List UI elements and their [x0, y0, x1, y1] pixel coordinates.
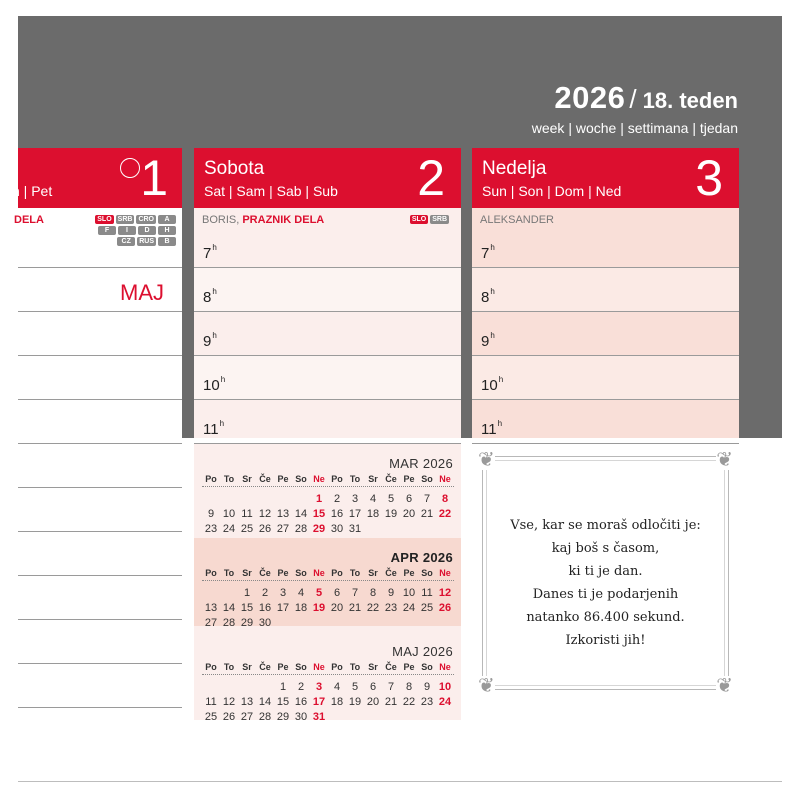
weekday-label: Po: [205, 662, 217, 672]
day-name: Nedelja: [482, 158, 547, 179]
name-day: DELA: [14, 214, 44, 226]
date-cell: [220, 492, 238, 507]
date-cell: 17: [348, 508, 362, 520]
date-cell: [364, 616, 382, 631]
day-number: 1: [140, 150, 168, 206]
country-badge: A: [158, 215, 176, 224]
date-cell: [202, 680, 220, 695]
hour-suffix: h: [490, 243, 495, 252]
date-cell: 15: [276, 696, 290, 708]
ornament-icon: ❦: [716, 449, 733, 471]
week-number: 18. teden: [642, 88, 738, 113]
date-cell: 4: [333, 681, 341, 693]
ornament-icon: ❦: [478, 449, 495, 471]
date-cell: 13: [204, 602, 218, 614]
hour-suffix: h: [490, 287, 495, 296]
date-cell: 24: [222, 523, 236, 535]
date-cell: 20: [366, 696, 380, 708]
weekday-label: Sr: [368, 568, 378, 578]
day-number: 2: [417, 150, 445, 206]
quote-box: [472, 444, 739, 700]
date-cell: [400, 522, 418, 537]
weekday-label: So: [295, 662, 307, 672]
date-grid: [202, 492, 454, 537]
writing-line: [18, 267, 182, 268]
mini-calendar: [194, 444, 461, 535]
date-cell: [400, 616, 418, 631]
date-cell: [274, 492, 292, 507]
date-cell: 3: [279, 587, 287, 599]
day-header-saturday: [194, 148, 461, 208]
date-cell: [220, 586, 238, 601]
weekday-label: To: [223, 474, 235, 484]
date-cell: 21: [420, 508, 434, 520]
weekday-label: Sr: [242, 568, 252, 578]
country-badge: D: [138, 226, 156, 235]
date-cell: 25: [204, 711, 218, 723]
badge-row: [86, 237, 176, 246]
day-translations: Sun | Son | Dom | Ned: [482, 183, 622, 199]
hour-label: [203, 333, 217, 350]
hour-suffix: h: [212, 243, 217, 252]
holiday-country-badges: [410, 215, 449, 224]
weekday-label: Po: [331, 568, 343, 578]
date-grid: [202, 680, 454, 725]
day-column-saturday: [194, 148, 461, 438]
quote-line: Vse, kar se moraš odločiti je:: [510, 518, 701, 533]
date-cell: 10: [402, 587, 416, 599]
hour-label: [481, 289, 495, 306]
date-cell: 2: [297, 681, 305, 693]
hour-number: 8: [203, 289, 212, 306]
writing-line: [18, 487, 182, 488]
date-cell: [274, 616, 292, 631]
date-cell: 6: [405, 493, 413, 505]
date-grid: [202, 586, 454, 631]
hour-suffix: h: [212, 287, 217, 296]
date-cell: 30: [294, 711, 308, 723]
badge-row: [86, 226, 176, 235]
date-cell: 7: [423, 493, 431, 505]
date-cell: [382, 710, 400, 725]
week-translations: week | woche | settimana | tjedan: [531, 120, 738, 136]
hour-number: 7: [481, 245, 490, 262]
hour-label: [203, 421, 224, 438]
date-cell: 15: [240, 602, 254, 614]
date-cell: 19: [384, 508, 398, 520]
weekday-label: Po: [331, 474, 343, 484]
writing-line: [18, 399, 182, 400]
weekday-label: Če: [385, 474, 397, 484]
date-cell: 17: [276, 602, 290, 614]
date-cell: 5: [387, 493, 395, 505]
date-cell: 28: [258, 711, 272, 723]
date-cell: 7: [351, 587, 359, 599]
hour-row[interactable]: [472, 356, 739, 400]
date-cell: [292, 616, 310, 631]
hour-number: 10: [481, 377, 498, 394]
hour-label: [203, 289, 217, 306]
hour-suffix: h: [490, 331, 495, 340]
date-cell: 27: [240, 711, 254, 723]
hour-label: [203, 377, 225, 394]
weekday-label: Po: [331, 662, 343, 672]
mini-calendar-title: MAR 2026: [389, 456, 453, 471]
weekday-label: To: [349, 568, 361, 578]
quote-line: natanko 86.400 sekund.: [526, 610, 685, 625]
date-cell: 2: [261, 587, 269, 599]
date-cell: 8: [369, 587, 377, 599]
weekday-label: Ne: [313, 662, 325, 672]
weekday-label: Sr: [368, 474, 378, 484]
date-cell: 24: [402, 602, 416, 614]
hour-row[interactable]: [194, 356, 461, 400]
hour-row[interactable]: [194, 312, 461, 356]
writing-line: [18, 707, 182, 708]
date-cell: 23: [204, 523, 218, 535]
date-cell: 5: [315, 587, 323, 599]
date-cell: [202, 492, 220, 507]
date-cell: 26: [222, 711, 236, 723]
hour-label: [203, 245, 217, 262]
day-name: Sobota: [204, 158, 265, 179]
day-number: 3: [695, 150, 723, 206]
hour-row[interactable]: [472, 400, 739, 444]
holiday-country-badges: [86, 215, 176, 248]
weekday-label: Pe: [277, 662, 289, 672]
day-column-friday: [12, 148, 182, 720]
mini-calendar: [194, 632, 461, 723]
date-cell: [436, 616, 454, 631]
weekday-label: Pe: [403, 662, 415, 672]
new-moon-icon: [120, 158, 140, 178]
weekday-label: To: [223, 662, 235, 672]
date-cell: [382, 522, 400, 537]
date-cell: 14: [258, 696, 272, 708]
date-cell: 28: [222, 617, 236, 629]
date-cell: 31: [312, 711, 326, 723]
date-cell: 15: [312, 508, 326, 520]
weekday-label: Pe: [403, 474, 415, 484]
hour-row[interactable]: [194, 224, 461, 268]
date-cell: 1: [243, 587, 251, 599]
date-cell: 11: [241, 508, 253, 520]
country-badge: SLO: [97, 216, 112, 223]
date-cell: [436, 710, 454, 725]
date-cell: 4: [297, 587, 305, 599]
writing-line: [18, 619, 182, 620]
quote-text: [490, 514, 721, 652]
date-cell: 18: [294, 602, 308, 614]
country-badge: SRB: [117, 216, 133, 223]
weekday-label: So: [295, 568, 307, 578]
date-cell: 26: [258, 523, 272, 535]
date-cell: 16: [258, 602, 272, 614]
month-label: MAJ: [120, 280, 164, 305]
country-badge: SRB: [432, 216, 447, 223]
writing-line: [18, 311, 182, 312]
date-cell: [292, 492, 310, 507]
bottom-divider: [18, 781, 782, 782]
date-cell: [238, 492, 256, 507]
badge-row: [86, 215, 176, 224]
weekday-header: [202, 568, 454, 581]
date-cell: [364, 522, 382, 537]
weekday-label: Ne: [439, 568, 451, 578]
weekday-label: So: [421, 474, 433, 484]
day-translations: n | Pet: [12, 183, 53, 199]
name-day-text: BORIS,: [202, 214, 243, 226]
date-cell: [418, 710, 436, 725]
date-cell: 9: [387, 587, 395, 599]
date-cell: 10: [438, 681, 452, 693]
weekday-label: To: [349, 474, 361, 484]
date-cell: 13: [276, 508, 290, 520]
date-cell: 23: [420, 696, 434, 708]
date-cell: 24: [438, 696, 452, 708]
date-cell: [220, 680, 238, 695]
weekday-label: To: [223, 568, 235, 578]
country-badge: I: [118, 226, 136, 235]
date-cell: 31: [348, 523, 362, 535]
date-cell: 19: [348, 696, 362, 708]
mini-calendar: [194, 538, 461, 629]
title-separator: /: [629, 84, 637, 114]
date-cell: 12: [258, 508, 272, 520]
country-badge: RUS: [139, 238, 154, 245]
hour-number: 9: [481, 333, 490, 350]
weekday-label: So: [421, 568, 433, 578]
date-cell: 12: [438, 587, 452, 599]
hour-label: [481, 421, 502, 438]
writing-line: [18, 443, 182, 444]
date-cell: 17: [312, 696, 326, 708]
date-cell: [364, 710, 382, 725]
date-cell: 13: [240, 696, 254, 708]
date-cell: 8: [441, 493, 449, 505]
date-cell: [382, 616, 400, 631]
hour-number: 11: [481, 421, 497, 438]
date-cell: 22: [438, 508, 452, 520]
weekday-label: Če: [385, 662, 397, 672]
date-cell: [256, 492, 274, 507]
hour-suffix: h: [219, 419, 225, 428]
hour-row[interactable]: [472, 312, 739, 356]
date-cell: [346, 710, 364, 725]
writing-line: [18, 663, 182, 664]
weekday-label: Sr: [242, 474, 252, 484]
hour-number: 8: [481, 289, 490, 306]
date-cell: 18: [330, 696, 344, 708]
holiday-name: PRAZNIK DELA: [242, 214, 325, 226]
hour-number: 11: [203, 421, 219, 438]
country-badge: B: [158, 237, 176, 246]
date-cell: 20: [330, 602, 344, 614]
weekday-label: Ne: [439, 662, 451, 672]
day-header-sunday: [472, 148, 739, 208]
mini-calendars: [194, 444, 461, 723]
date-cell: 4: [369, 493, 377, 505]
date-cell: 11: [421, 587, 433, 599]
hour-row[interactable]: [472, 224, 739, 268]
name-day: ALEKSANDER: [480, 214, 554, 226]
weekday-header: [202, 662, 454, 675]
date-cell: 3: [315, 681, 323, 693]
weekday-label: Če: [259, 568, 271, 578]
date-cell: 14: [294, 508, 308, 520]
hour-label: [481, 245, 495, 262]
weekday-label: Ne: [439, 474, 451, 484]
date-cell: 9: [207, 508, 215, 520]
date-cell: 14: [222, 602, 236, 614]
date-cell: 30: [258, 617, 272, 629]
date-cell: 12: [222, 696, 236, 708]
weekday-label: Pe: [277, 568, 289, 578]
weekday-label: Če: [385, 568, 397, 578]
country-badge: CRO: [138, 216, 154, 223]
date-cell: 19: [312, 602, 326, 614]
date-cell: 27: [276, 523, 290, 535]
day-header-friday: [12, 148, 182, 208]
mini-calendar-title: MAJ 2026: [392, 644, 453, 659]
date-cell: 3: [351, 493, 359, 505]
date-cell: 27: [204, 617, 218, 629]
hour-label: [481, 333, 495, 350]
quote-line: kaj boš s časom,: [551, 541, 660, 556]
date-cell: [328, 616, 346, 631]
hour-suffix: h: [498, 375, 504, 384]
weekday-label: Po: [205, 474, 217, 484]
date-cell: 18: [366, 508, 380, 520]
hour-suffix: h: [220, 375, 226, 384]
date-cell: 28: [294, 523, 308, 535]
hour-number: 10: [203, 377, 220, 394]
date-cell: [418, 522, 436, 537]
hour-suffix: h: [212, 331, 217, 340]
weekday-label: Pe: [403, 568, 415, 578]
date-cell: 6: [369, 681, 377, 693]
date-cell: 22: [366, 602, 380, 614]
date-cell: 10: [222, 508, 236, 520]
writing-line: [18, 575, 182, 576]
date-cell: 16: [294, 696, 308, 708]
date-cell: 11: [205, 696, 217, 708]
date-cell: 29: [312, 523, 326, 535]
date-cell: 29: [276, 711, 290, 723]
hour-number: 9: [203, 333, 212, 350]
date-cell: [436, 522, 454, 537]
date-cell: 5: [351, 681, 359, 693]
date-cell: 26: [438, 602, 452, 614]
weekday-label: So: [295, 474, 307, 484]
date-cell: 1: [279, 681, 287, 693]
date-cell: 7: [387, 681, 395, 693]
country-badge: F: [98, 226, 116, 235]
date-cell: 20: [402, 508, 416, 520]
writing-line: [18, 355, 182, 356]
hour-suffix: h: [497, 419, 503, 428]
date-cell: [400, 710, 418, 725]
day-column-sunday: [472, 148, 739, 438]
date-cell: [256, 680, 274, 695]
country-badge: H: [158, 226, 176, 235]
date-cell: 29: [240, 617, 254, 629]
date-cell: 8: [405, 681, 413, 693]
quote-line: Izkoristi jih!: [565, 633, 646, 648]
date-cell: 25: [420, 602, 434, 614]
date-cell: 21: [348, 602, 362, 614]
date-cell: [202, 586, 220, 601]
writing-line: [18, 531, 182, 532]
ornament-icon: ❦: [716, 675, 733, 697]
date-cell: 9: [423, 681, 431, 693]
hour-number: 7: [203, 245, 212, 262]
weekday-label: Pe: [277, 474, 289, 484]
date-cell: 21: [384, 696, 398, 708]
date-cell: 22: [402, 696, 416, 708]
hour-label: [481, 377, 503, 394]
weekday-label: Po: [205, 568, 217, 578]
day-translations: Sat | Sam | Sab | Sub: [204, 183, 338, 199]
mini-calendar-title: APR 2026: [390, 550, 453, 565]
weekday-label: Če: [259, 662, 271, 672]
weekday-label: Ne: [313, 568, 325, 578]
date-cell: [310, 616, 328, 631]
hour-row[interactable]: [194, 268, 461, 312]
date-cell: 23: [384, 602, 398, 614]
quote-line: ki ti je dan.: [568, 564, 643, 579]
date-cell: [346, 616, 364, 631]
date-cell: 25: [240, 523, 254, 535]
ornament-icon: ❦: [478, 675, 495, 697]
date-cell: 6: [333, 587, 341, 599]
date-cell: [418, 616, 436, 631]
hour-row[interactable]: [194, 400, 461, 444]
date-cell: 1: [315, 493, 323, 505]
date-cell: 16: [330, 508, 344, 520]
country-badge: CZ: [117, 237, 135, 246]
year-label: 2026: [554, 80, 626, 115]
date-cell: [328, 710, 346, 725]
date-cell: [238, 680, 256, 695]
weekday-label: To: [349, 662, 361, 672]
weekday-label: Če: [259, 474, 271, 484]
hour-row[interactable]: [472, 268, 739, 312]
page-title: [554, 80, 738, 116]
weekday-header: [202, 474, 454, 487]
date-cell: 2: [333, 493, 341, 505]
date-cell: 30: [330, 523, 344, 535]
country-badge: SLO: [411, 216, 427, 223]
weekday-label: So: [421, 662, 433, 672]
weekday-label: Ne: [313, 474, 325, 484]
weekday-label: Sr: [368, 662, 378, 672]
weekday-label: Sr: [242, 662, 252, 672]
quote-line: Danes ti je podarjenih: [532, 587, 679, 602]
